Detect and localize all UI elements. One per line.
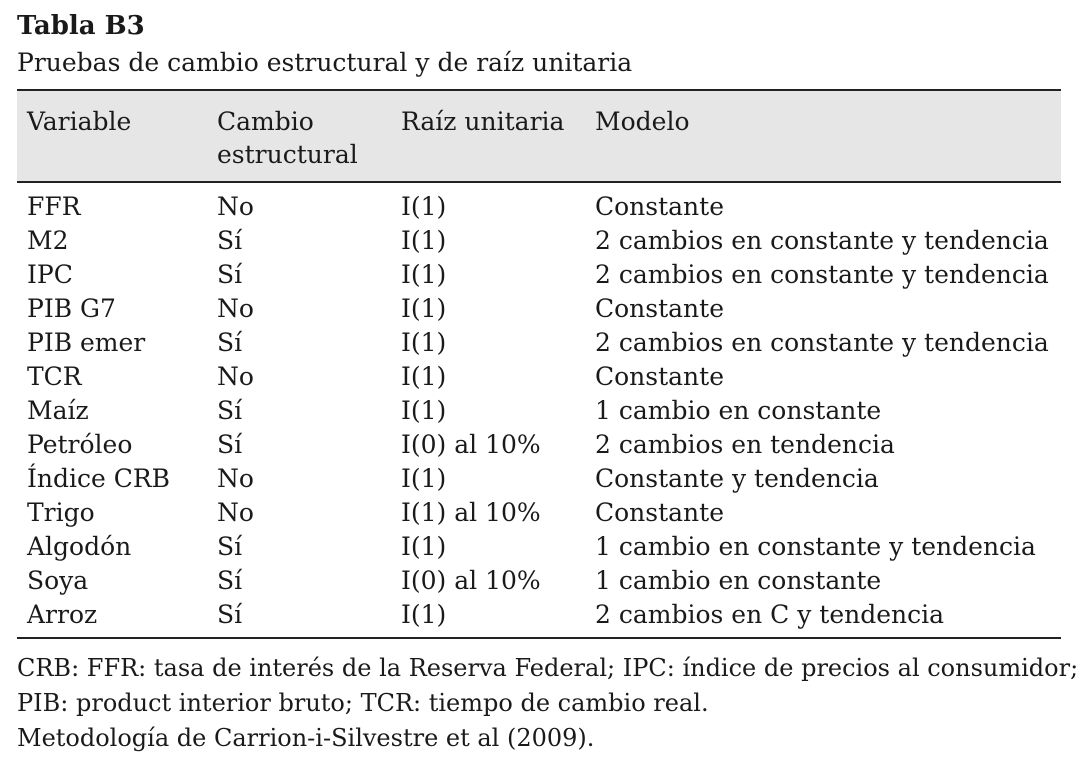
cell-raiz-unitaria: I(1) (401, 192, 447, 221)
header-raiz-unitaria: Raíz unitaria (401, 107, 565, 136)
table-notes (17, 651, 1079, 756)
table-row (17, 326, 1061, 360)
cell-variable: Trigo (27, 498, 95, 527)
cell-cambio-estructural: No (217, 464, 254, 493)
cell-raiz-unitaria: I(1) (401, 600, 447, 629)
cell-variable: IPC (27, 260, 73, 289)
cell-raiz-unitaria: I(1) (401, 260, 447, 289)
note-line: PIB: product interior bruto; TCR: tiempo de cambio real. (17, 689, 709, 717)
cell-modelo: Constante (595, 498, 725, 527)
cell-modelo: Constante (595, 192, 725, 221)
cell-raiz-unitaria: I(1) (401, 362, 447, 391)
cell-variable: Algodón (27, 532, 132, 561)
cell-cambio-estructural: Sí (217, 328, 243, 357)
cell-cambio-estructural: No (217, 362, 254, 391)
cell-variable: TCR (27, 362, 82, 391)
table-row (17, 428, 1061, 462)
cell-raiz-unitaria: I(0) al 10% (401, 566, 541, 595)
cell-modelo: 1 cambio en constante (595, 396, 882, 425)
cell-cambio-estructural: No (217, 294, 254, 323)
cell-modelo: 2 cambios en constante y tendencia (595, 260, 1049, 289)
cell-raiz-unitaria: I(1) (401, 464, 447, 493)
results-table (17, 89, 1061, 639)
table-title: Tabla B3 (17, 11, 145, 41)
table-row (17, 530, 1061, 564)
cell-raiz-unitaria: I(1) (401, 294, 447, 323)
table-row (17, 360, 1061, 394)
header-cambio-estructural: Cambio estructural (217, 107, 358, 169)
cell-cambio-estructural: Sí (217, 600, 243, 629)
cell-cambio-estructural: Sí (217, 396, 243, 425)
cell-variable: FFR (27, 192, 81, 221)
cell-modelo: Constante (595, 294, 725, 323)
cell-modelo: 1 cambio en constante y tendencia (595, 532, 1036, 561)
cell-variable: PIB G7 (27, 294, 116, 323)
cell-cambio-estructural: Sí (217, 566, 243, 595)
cell-modelo: 1 cambio en constante (595, 566, 882, 595)
table-subtitle: Pruebas de cambio estructural y de raíz unitaria (17, 48, 633, 77)
cell-cambio-estructural: No (217, 192, 254, 221)
cell-cambio-estructural: Sí (217, 532, 243, 561)
table-row (17, 292, 1061, 326)
cell-modelo: 2 cambios en constante y tendencia (595, 328, 1049, 357)
table-row (17, 598, 1061, 632)
cell-variable: Soya (27, 566, 89, 595)
cell-cambio-estructural: Sí (217, 430, 243, 459)
cell-raiz-unitaria: I(1) (401, 396, 447, 425)
cell-modelo: 2 cambios en tendencia (595, 430, 895, 459)
cell-raiz-unitaria: I(1) al 10% (401, 498, 541, 527)
cell-variable: PIB emer (27, 328, 146, 357)
cell-cambio-estructural: Sí (217, 226, 243, 255)
header-variable: Variable (27, 107, 132, 136)
table-row (17, 462, 1061, 496)
cell-variable: Petróleo (27, 430, 133, 459)
cell-raiz-unitaria: I(1) (401, 328, 447, 357)
cell-raiz-unitaria: I(0) al 10% (401, 430, 541, 459)
cell-modelo: 2 cambios en constante y tendencia (595, 226, 1049, 255)
cell-modelo: Constante (595, 362, 725, 391)
note-line: Metodología de Carrion-i-Silvestre et al (2009). (17, 724, 595, 752)
table-row (17, 258, 1061, 292)
table-row (17, 224, 1061, 258)
table-row (17, 564, 1061, 598)
note-line: CRB: FFR: tasa de interés de la Reserva Federal; IPC: índice de precios al consumidor; (17, 654, 1079, 682)
cell-variable: Maíz (27, 396, 89, 425)
cell-variable: M2 (27, 226, 69, 255)
cell-variable: Índice CRB (27, 464, 171, 493)
cell-raiz-unitaria: I(1) (401, 226, 447, 255)
table-row (17, 496, 1061, 530)
cell-cambio-estructural: No (217, 498, 254, 527)
table-body (17, 183, 1061, 639)
cell-modelo: 2 cambios en C y tendencia (595, 600, 945, 629)
table-row (17, 190, 1061, 224)
cell-raiz-unitaria: I(1) (401, 532, 447, 561)
cell-variable: Arroz (27, 600, 98, 629)
table-row (17, 394, 1061, 428)
header-modelo: Modelo (595, 107, 690, 136)
cell-cambio-estructural: Sí (217, 260, 243, 289)
cell-modelo: Constante y tendencia (595, 464, 879, 493)
table-header (17, 89, 1061, 183)
